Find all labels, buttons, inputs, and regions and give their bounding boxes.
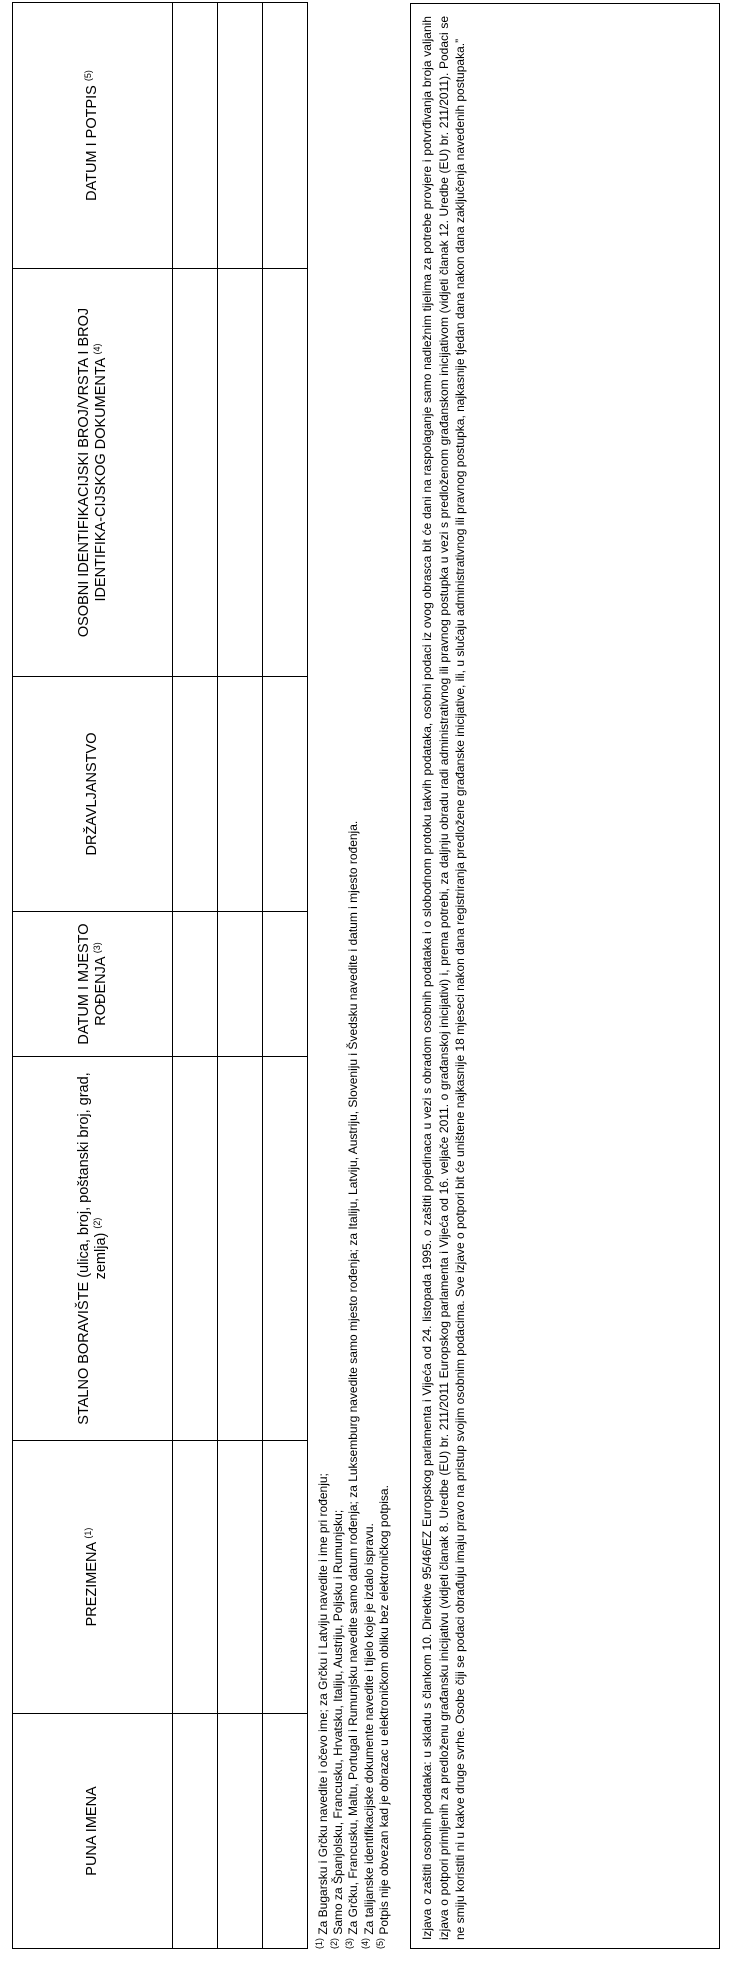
header-permanent-residence: STALNO BORAVIŠTE (ulica, broj, poštanski broj, grad, zemlja) $^{(2)}$: [13, 1057, 173, 1441]
cell-signature[interactable]: [173, 3, 218, 269]
cell-nationality[interactable]: [263, 677, 308, 912]
header-surnames: PREZIMENA $^{(1)}$: [13, 1441, 173, 1714]
cell-birth[interactable]: [263, 912, 308, 1057]
cell-signature[interactable]: [218, 3, 263, 269]
cell-surnames[interactable]: [263, 1441, 308, 1714]
header-personal-id: OSOBNI IDENTIFIKACIJSKI BROJ/VRSTA I BROJ IDENTIFIKA-CIJSKOG DOKUMENTA $^{(4)}$: [13, 269, 173, 677]
table-row: [173, 3, 218, 1949]
cell-id[interactable]: [263, 269, 308, 677]
privacy-notice-text: Izjava o zaštiti osobnih podataka: u skladu s člankom 10. Direktive 95/46/EZ Europskog parlamenta i Vijeća od 24. listopada 1995. o zaštiti pojedinaca u vezi s obradom osobnih podataka i o slobodnom protoku takvih podataka, osobni podaci iz ovog obrasca bit će dani na raspolaganje samo nadležnim tijelima za potrebe provjere i potvrđivanja broja valjanih izjava o potpori primljenih za predloženu građansku inicijativu (vidjeti članak 8. Uredbe (EU) br. 211/2011 Europskog parlamenta i Vijeća od 16. veljače 2011. o građanskoj inicijativi) i, prema potrebi, za daljnju obradu radi administrativnog ili pravnog postupka u vezi s predloženom građanskom inicijativom (vidjeti članak 12. Uredbe (EU) br. 211/2011). Podaci se ne smiju koristiti ni u kakve druge svrhe. Osobe čiji se podaci obrađuju imaju pravo na pristup svojim osobnim podacima. Sve izjave o potpori bit će uništene najkasnije 18 mjeseci nakon dana registriranja predložene građanske inicijative, ili, u slučaju administrativnog ili pravnog postupka, najkasnije tjedan dana nakon dana zaključenja navedenih postupaka.”: [420, 16, 467, 1940]
cell-signature[interactable]: [263, 3, 308, 269]
footnote-3: $^{(3)}$ Za Grčku, Francusku, Maltu, Portugal i Rumunjsku navedite samo datum rođenja; za Luksemburg navedite samo mjesto rođenja; za Italiju, Latviju, Austriju, Sloveniju i Švedsku navedite i datum i mjesto rođenja.: [344, 820, 361, 1949]
footnote-1: $^{(1)}$ Za Bugarsku i Grčku navedite i očevo ime; za Grčku i Latviju navedite i ime pri rođenju;: [314, 1473, 330, 1949]
header-nationality: DRŽAVLJANSTVO: [13, 677, 173, 912]
footnotes: [316, 3, 392, 1949]
cell-full-names[interactable]: [218, 1714, 263, 1949]
table-row: [218, 3, 263, 1949]
cell-full-names[interactable]: [263, 1714, 308, 1949]
cell-id[interactable]: [218, 269, 263, 677]
header-row: [13, 3, 173, 1949]
footnote-5: $^{(5)}$ Potpis nije obvezan kad je obrazac u elektroničkom obliku bez elektroničkog potpisa.: [374, 1485, 391, 1949]
footnote-2: $^{(2)}$ Samo za Španjolsku, Francusku, Hrvatsku, Italiju, Austriju, Poljsku i Rumunjsku;: [329, 1509, 346, 1949]
cell-nationality[interactable]: [173, 677, 218, 912]
cell-residence[interactable]: [173, 1057, 218, 1441]
cell-residence[interactable]: [218, 1057, 263, 1441]
header-date-signature: DATUM I POTPIS $^{(5)}$: [13, 3, 173, 269]
cell-birth[interactable]: [173, 912, 218, 1057]
cell-surnames[interactable]: [218, 1441, 263, 1714]
cell-id[interactable]: [173, 269, 218, 677]
cell-nationality[interactable]: [218, 677, 263, 912]
cell-full-names[interactable]: [173, 1714, 218, 1949]
footnote-4: $^{(4)}$ Za talijanske identifikacijske dokumente navedite i tijelo koje je izdalo ispravu.: [359, 1523, 376, 1949]
privacy-notice-box: [410, 3, 720, 1949]
header-full-names: PUNA IMENA: [13, 1714, 173, 1949]
cell-birth[interactable]: [218, 912, 263, 1057]
signatory-table: [12, 2, 308, 1949]
header-date-place-of-birth: DATUM I MJESTO ROĐENJA $^{(3)}$: [13, 912, 173, 1057]
cell-surnames[interactable]: [173, 1441, 218, 1714]
table-row: [263, 3, 308, 1949]
cell-residence[interactable]: [263, 1057, 308, 1441]
